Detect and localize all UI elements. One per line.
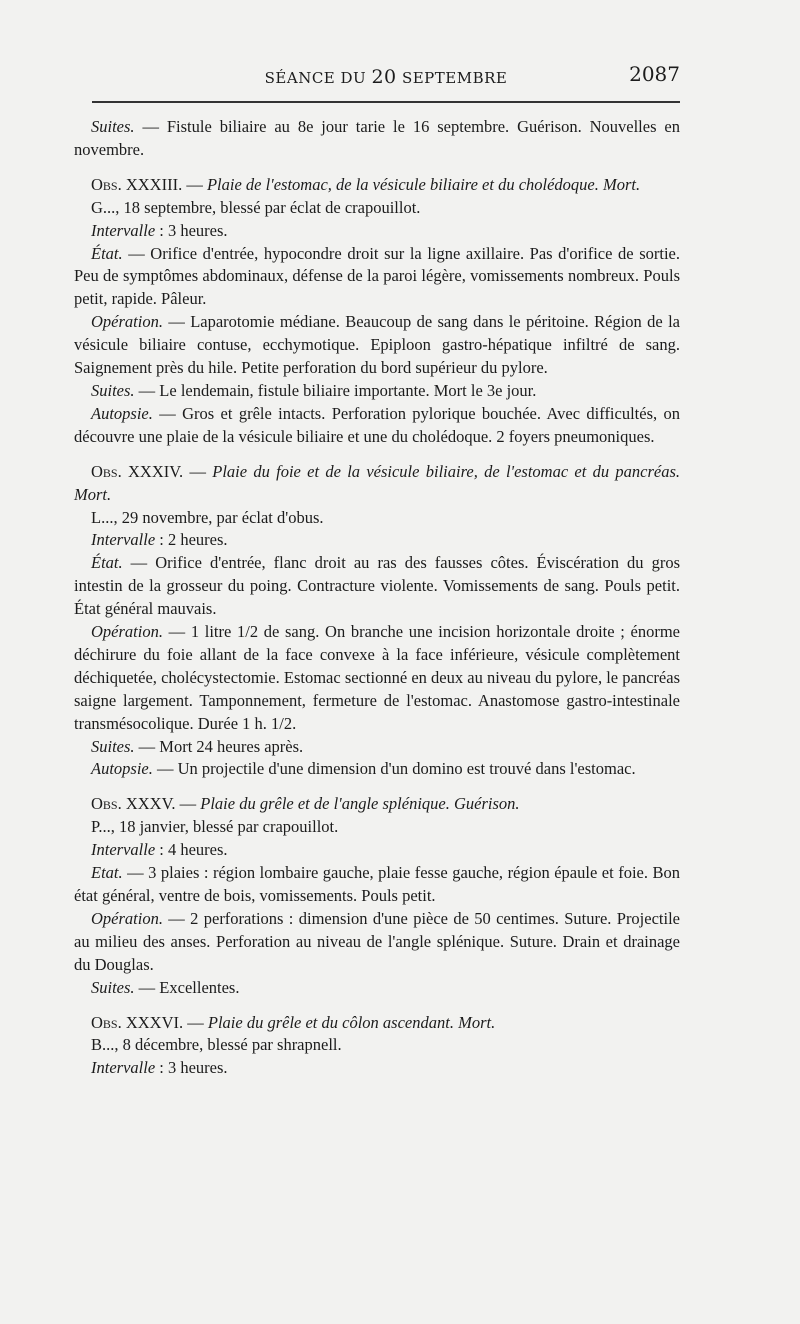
- operation-paragraph: Opération. — 2 perforations : dimension d'une pièce de 50 centimes. Suture. Projectile au milieu des anses. Perforation au niveau de l'angle splénique. Suture. Drain et drainage du Douglas.: [74, 908, 680, 974]
- intervalle-line: Intervalle : 4 heures.: [91, 840, 228, 860]
- autopsie-paragraph: Autopsie. — Gros et grêle intacts. Perforation pylorique bouchée. Avec difficultés, on découvre une plaie de la vésicule biliaire et une du cholédoque. 2 foyers pneumoniques.: [74, 403, 680, 446]
- operation-paragraph: Opération. — 1 litre 1/2 de sang. On branche une incision horizontale droite ; énorme déchirure du foie allant de la face convexe à la face inférieure, vésicule complètement déchiquetée, cholécystectomie. Estomac sectionné en deux au niveau du pylore, le pancréas saigne largement. Tamponnement, fermeture de l'estomac. Anastomose gastro-intestinale transmésocolique. Durée 1 h. 1/2.: [74, 622, 680, 733]
- patient-line: L..., 29 novembre, par éclat d'obus.: [91, 507, 324, 527]
- suites-paragraph: Suites. — Mort 24 heures après.: [91, 736, 304, 756]
- header-rule: [92, 101, 680, 103]
- observation-33: [74, 174, 680, 449]
- page-body: [74, 116, 680, 1080]
- suites-paragraph: Suites. — Le lendemain, fistule biliaire importante. Mort le 3e jour.: [91, 380, 537, 400]
- observation-36: [74, 1012, 680, 1081]
- intervalle-line: Intervalle : 2 heures.: [91, 530, 228, 550]
- etat-paragraph: État. — Orifice d'entrée, flanc droit au ras des fausses côtes. Éviscération du gros intestin de la grosseur du poing. Contracture violente. Vomissements de sang. Pouls petit. État général mauvais.: [74, 553, 680, 619]
- etat-paragraph: Etat. — 3 plaies : région lombaire gauche, plaie fesse gauche, région épaule et foie. Bon état général, ventre de bois, vomissements. Pouls petit.: [74, 863, 680, 905]
- observation-heading: Obs. XXXVI. — Plaie du grêle et du côlon ascendant. Mort.: [91, 1012, 496, 1032]
- observation-35: [74, 793, 680, 999]
- observation-heading: Obs. XXXIV. — Plaie du foie et de la vésicule biliaire, de l'estomac et du pancréas. Mort.: [74, 461, 681, 504]
- patient-line: P..., 18 janvier, blessé par crapouillot.: [91, 817, 339, 837]
- obs32-suites: Suites. — Fistule biliaire au 8e jour tarie le 16 septembre. Guérison. Nouvelles en novembre.: [74, 117, 680, 159]
- intervalle-line: Intervalle : 3 heures.: [91, 1058, 228, 1078]
- observation-34: [74, 461, 680, 782]
- page-header: [92, 62, 680, 90]
- page-number: 2087: [629, 62, 680, 86]
- patient-line: B..., 8 décembre, blessé par shrapnell.: [91, 1035, 342, 1055]
- etat-paragraph: État. — Orifice d'entrée, hypocondre droit sur la ligne axillaire. Pas d'orifice de sortie. Peu de symptômes abdominaux, défense de la paroi légère, vomissements nombreux. Pouls petit, rapide. Pâleur.: [74, 243, 680, 309]
- autopsie-paragraph: Autopsie. — Un projectile d'une dimension d'un domino est trouvé dans l'estomac.: [91, 759, 636, 779]
- operation-paragraph: Opération. — Laparotomie médiane. Beaucoup de sang dans le péritoine. Région de la vésicule biliaire contuse, ecchymotique. Epiploon gastro-hépatique infiltré de sang. Saignement près du hile. Petite perforation du bord supérieur du pylore.: [74, 312, 680, 378]
- observation-heading: Obs. XXXIII. — Plaie de l'estomac, de la vésicule biliaire et du cholédoque. Mort.: [91, 174, 641, 194]
- running-title: SÉANCE DU 20 SEPTEMBRE: [264, 66, 508, 88]
- observation-heading: Obs. XXXV. — Plaie du grêle et de l'angle splénique. Guérison.: [91, 794, 520, 814]
- patient-line: G..., 18 septembre, blessé par éclat de crapouillot.: [91, 197, 421, 217]
- suites-paragraph: Suites. — Excellentes.: [91, 977, 240, 997]
- intervalle-line: Intervalle : 3 heures.: [91, 220, 228, 240]
